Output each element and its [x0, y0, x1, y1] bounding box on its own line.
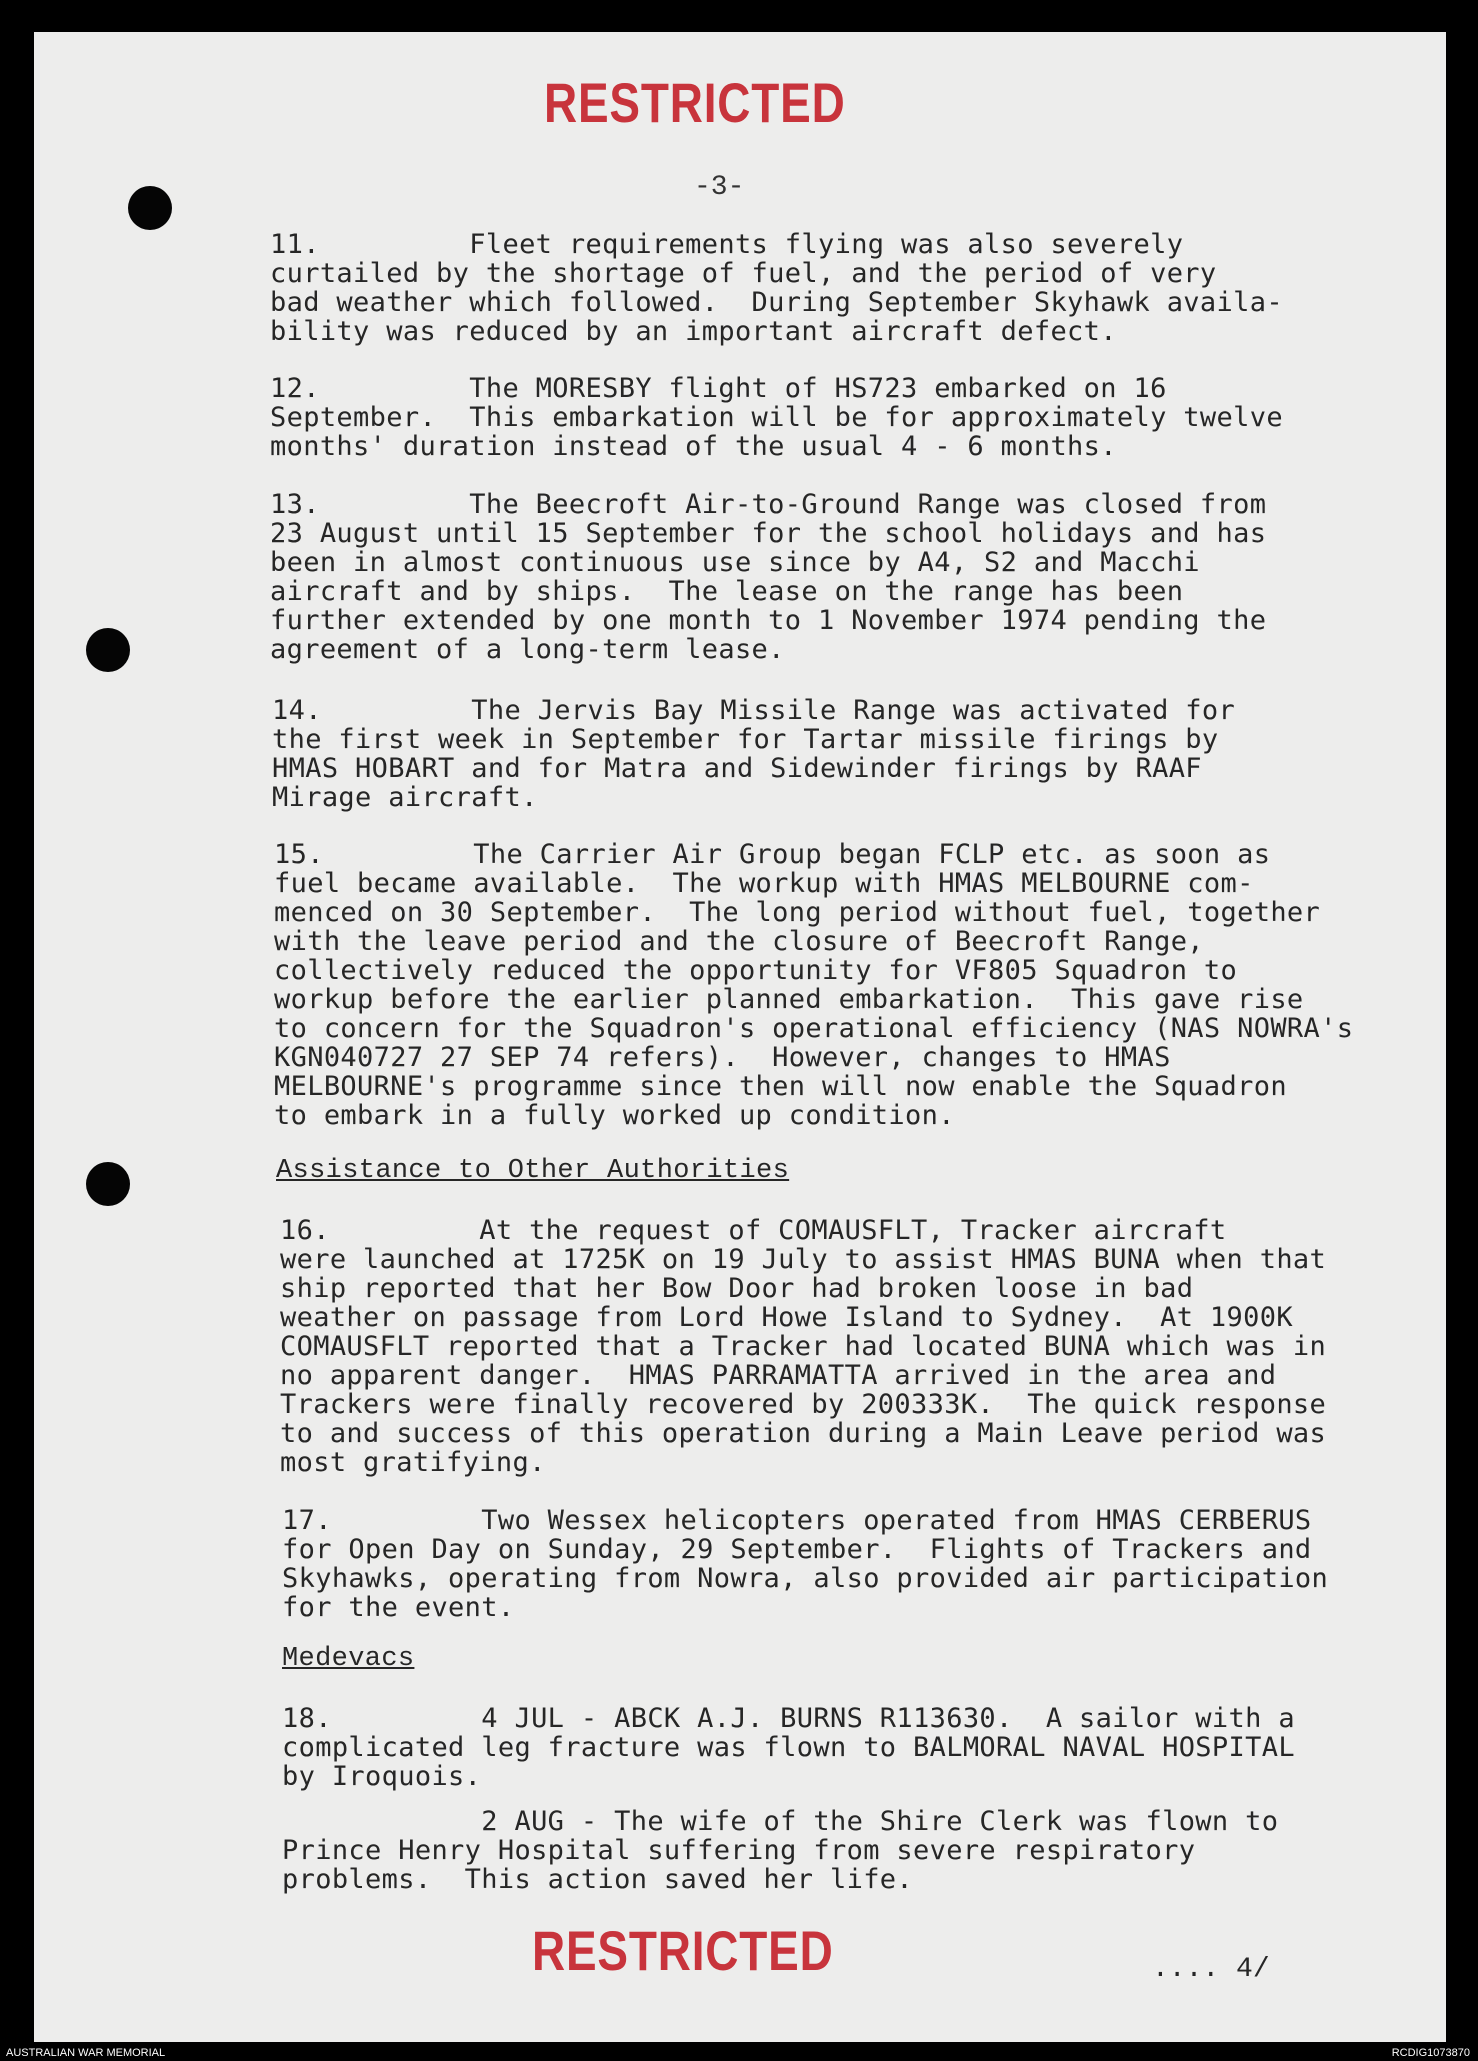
paragraph-18: 18. 4 JUL - ABCK A.J. BURNS R113630. A sailor with a complicated leg fracture was flown to BALMORAL NAVAL HOSPITAL by Iroquois.: [282, 1703, 1295, 1792]
paragraph-11: 11. Fleet requirements flying was also severely curtailed by the shortage of fuel, and the period of very bad weather which followed. During September Skyhawk availa- bility was reduced by an important aircraft defect.: [270, 229, 1283, 347]
paragraph-13: 13. The Beecroft Air-to-Ground Range was closed from 23 August until 15 September for the school holidays and has been in almost continuous use since by A4, S2 and Macchi aircraft and by ships. The lease on the range has been further extended by one month to 1 November 1974 pending the agreement of a long-term lease.: [270, 489, 1267, 665]
punch-hole-top: [128, 186, 172, 230]
paragraph-14: 14. The Jervis Bay Missile Range was activated for the first week in September for Tartar missile firings by HMAS HOBART and for Matra and Sidewinder firings by RAAF Mirage aircraft.: [272, 695, 1236, 813]
document-page: [34, 32, 1446, 2042]
archive-label: AUSTRALIAN WAR MEMORIAL: [6, 2047, 166, 2059]
page-number: -3-: [694, 172, 745, 203]
paragraph-15: 15. The Carrier Air Group began FCLP etc. as soon as fuel became available. The workup with HMAS MELBOURNE com- menced on 30 September. The long period without fuel, together with the leave period and the closure of Beecroft Range, collectively reduced the opportunity for VF805 Squadron to workup before the earlier planned embarkation. This gave rise to concern for the Squadron's operational efficiency (NAS NOWRA's KGN040727 27 SEP 74 refers). However, changes to HMAS MELBOURNE's programme since then will now enable the Squadron to embark in a fully worked up condition.: [274, 839, 1354, 1131]
restricted-stamp-bottom: RESTRICTED: [532, 1919, 834, 1982]
restricted-stamp-top: RESTRICTED: [544, 71, 846, 134]
archive-id: RCDIG1073870: [1391, 2047, 1470, 2059]
punch-hole-middle: [86, 628, 130, 672]
paragraph-18-continued: 2 AUG - The wife of the Shire Clerk was flown to Prince Henry Hospital suffering from severe respiratory problems. This action saved her life.: [282, 1806, 1279, 1895]
heading-medevacs: Medevacs: [282, 1644, 415, 1674]
heading-assistance: Assistance to Other Authorities: [276, 1156, 790, 1186]
paragraph-17: 17. Two Wessex helicopters operated from HMAS CERBERUS for Open Day on Sunday, 29 September. Flights of Trackers and Skyhawks, operating from Nowra, also provided air participation for the event.: [282, 1505, 1329, 1623]
continuation-marker: .... 4/: [1152, 1954, 1270, 1985]
punch-hole-bottom: [86, 1162, 130, 1206]
paragraph-12: 12. The MORESBY flight of HS723 embarked on 16 September. This embarkation will be for approximately twelve months' duration instead of the usual 4 - 6 months.: [270, 373, 1283, 462]
paragraph-16: 16. At the request of COMAUSFLT, Tracker aircraft were launched at 1725K on 19 July to assist HMAS BUNA when that ship reported that her Bow Door had broken loose in bad weather on passage from Lord Howe Island to Sydney. At 1900K COMAUSFLT reported that a Tracker had located BUNA which was in no apparent danger. HMAS PARRAMATTA arrived in the area and Trackers were finally recovered by 200333K. The quick response to and success of this operation during a Main Leave period was most gratifying.: [280, 1215, 1327, 1478]
